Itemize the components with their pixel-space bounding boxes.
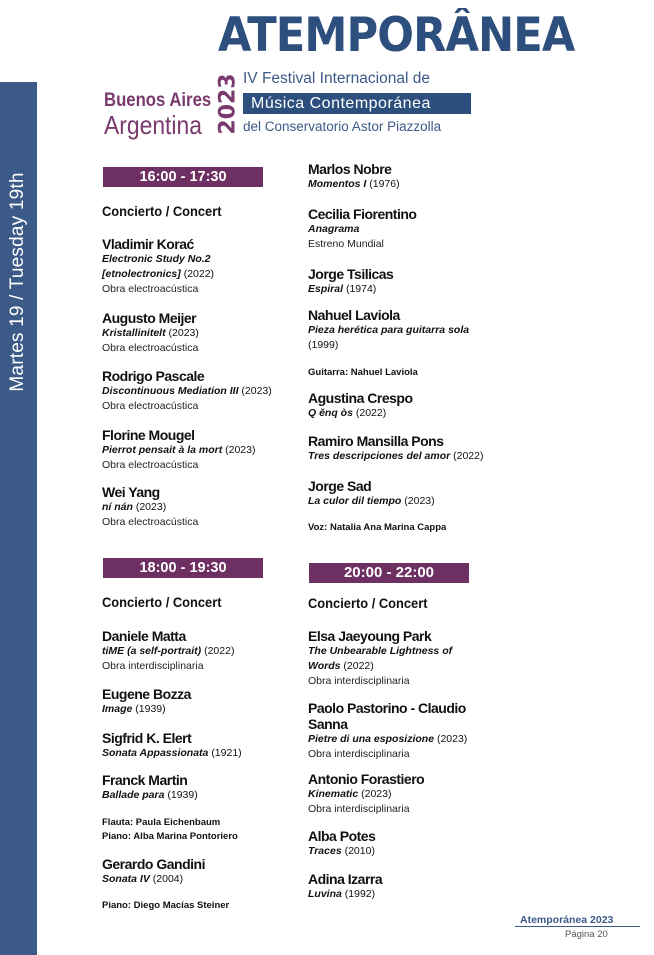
performer-credit: Piano: Diego Macías Steiner bbox=[102, 900, 230, 911]
work-year: (1999) bbox=[308, 339, 339, 351]
work-year: (1939) bbox=[135, 703, 166, 715]
work-title: Discontinuous Mediation III bbox=[102, 385, 239, 397]
session-time-bar: 16:00 - 17:30 bbox=[103, 167, 263, 187]
festival-line-2: Música Contemporánea bbox=[243, 93, 471, 114]
festival-line-3: del Conservatorio Astor Piazzolla bbox=[243, 119, 442, 134]
work-note: Obra electroacústica bbox=[102, 516, 199, 528]
work-title: Pieza herética para guitarra sola bbox=[308, 324, 470, 336]
page-number: Página 20 bbox=[565, 929, 608, 940]
work-title: ní nán bbox=[102, 501, 133, 513]
work-year: (1976) bbox=[369, 178, 400, 190]
work-year: (2023) bbox=[436, 733, 468, 745]
program-entry bbox=[308, 700, 468, 761]
work-year: (2023) bbox=[225, 444, 256, 456]
program-entry bbox=[102, 730, 302, 761]
work-title: Ballade para bbox=[102, 789, 165, 801]
composer-name: Jorge Sad bbox=[308, 478, 372, 494]
work-title: Tres descripciones del amor bbox=[308, 450, 451, 462]
work-title: Q ěnq òs bbox=[308, 407, 353, 419]
program-entry bbox=[308, 871, 508, 902]
work-note: Obra electroacústica bbox=[102, 283, 199, 295]
composer-name: Sigfrid K. Elert bbox=[102, 730, 192, 746]
work-title: Luvina bbox=[308, 888, 342, 900]
footer-divider bbox=[515, 926, 640, 927]
work-year: (2023) bbox=[135, 501, 167, 513]
country-label: Argentina bbox=[104, 110, 202, 140]
performer-credit: Flauta: Paula Eichenbaum bbox=[102, 817, 221, 828]
composer-name: Jorge Tsilicas bbox=[308, 266, 394, 282]
work-year: (2022) bbox=[183, 268, 215, 280]
program-entry bbox=[102, 236, 302, 296]
work-year: (2023) bbox=[241, 385, 272, 397]
composer-name: Ramiro Mansilla Pons bbox=[308, 433, 444, 449]
work-title: Image bbox=[102, 703, 133, 715]
work-title: Anagrama bbox=[308, 223, 360, 235]
festival-logo: ATEMPORÂNEA bbox=[218, 8, 575, 63]
work-note: Obra electroacústica bbox=[102, 459, 199, 471]
work-title: Pierrot pensait à la mort bbox=[102, 444, 223, 456]
work-year: (2022) bbox=[204, 645, 235, 657]
work-title: Momentos I bbox=[308, 178, 367, 190]
performer-credit: Voz: Natalia Ana Marina Cappa bbox=[308, 522, 447, 533]
city-label: Buenos Aires bbox=[104, 90, 212, 111]
work-note: Obra electroacústica bbox=[102, 400, 199, 412]
program-entry bbox=[102, 856, 302, 887]
program-entry bbox=[102, 368, 272, 413]
concert-heading: Concierto / Concert bbox=[102, 594, 222, 610]
composer-name: Elsa Jaeyoung Park bbox=[308, 628, 432, 644]
composer-name: Vladimir Korać bbox=[102, 236, 194, 252]
session-time-bar: 18:00 - 19:30 bbox=[103, 558, 263, 578]
work-year: (1974) bbox=[345, 283, 377, 295]
work-title: Electronic Study No.2 [etnolectronics] bbox=[102, 253, 211, 280]
composer-name: Agustina Crespo bbox=[308, 390, 413, 406]
work-title: Sonata Appassionata bbox=[102, 747, 209, 759]
program-entry bbox=[308, 433, 488, 464]
work-year: (1921) bbox=[211, 747, 242, 759]
composer-name: Florine Mougel bbox=[102, 427, 195, 443]
performer-credit: Piano: Alba Marina Pontoriero bbox=[102, 831, 238, 842]
date-label: Martes 19 / Tuesday 19th bbox=[7, 172, 28, 392]
program-entry bbox=[308, 206, 508, 251]
year-label bbox=[217, 70, 239, 138]
composer-name: Gerardo Gandini bbox=[102, 856, 205, 872]
program-entry bbox=[308, 307, 478, 353]
composer-name: Alba Potes bbox=[308, 828, 376, 844]
work-year: (2023) bbox=[361, 788, 392, 800]
composer-name: Cecilia Fiorentino bbox=[308, 206, 417, 222]
program-entry bbox=[308, 390, 508, 421]
work-note: Obra interdisciplinaria bbox=[102, 660, 204, 672]
year-text: 2023 bbox=[215, 73, 241, 135]
composer-name: Daniele Matta bbox=[102, 628, 186, 644]
composer-name: Adina Izarra bbox=[308, 871, 383, 887]
footer-title: Atemporánea 2023 bbox=[520, 914, 614, 926]
program-entry bbox=[102, 427, 302, 472]
work-note: Obra interdisciplinaria bbox=[308, 803, 410, 815]
performer-credit: Guitarra: Nahuel Laviola bbox=[308, 367, 418, 378]
work-title: Pietre di una esposizione bbox=[308, 733, 435, 745]
composer-name: Marlos Nobre bbox=[308, 161, 392, 177]
composer-name: Paolo Pastorino - Claudio Sanna bbox=[308, 700, 466, 732]
composer-name: Augusto Meijer bbox=[102, 310, 197, 326]
work-title: Espiral bbox=[308, 283, 344, 295]
composer-name: Wei Yang bbox=[102, 484, 160, 500]
work-year: (2010) bbox=[344, 845, 375, 857]
work-title: La culor dil tiempo bbox=[308, 495, 402, 507]
program-entry bbox=[102, 772, 302, 803]
work-title: tiME (a self-portrait) bbox=[102, 645, 202, 657]
sidebar bbox=[0, 82, 37, 955]
composer-name: Franck Martin bbox=[102, 772, 188, 788]
work-year: (2023) bbox=[168, 327, 199, 339]
work-year: (2022) bbox=[453, 450, 484, 462]
work-title: Kinematic bbox=[308, 788, 359, 800]
work-note: Obra interdisciplinaria bbox=[308, 748, 410, 760]
program-entry bbox=[308, 771, 508, 816]
work-year: (2004) bbox=[152, 873, 184, 885]
work-year: (1992) bbox=[344, 888, 376, 900]
program-entry bbox=[102, 484, 302, 529]
program-entry bbox=[308, 478, 508, 509]
work-year: (2022) bbox=[355, 407, 387, 419]
work-title: The Unbearable Lightness of Words bbox=[308, 645, 453, 672]
composer-name: Eugene Bozza bbox=[102, 686, 191, 702]
work-year: (2022) bbox=[343, 660, 374, 672]
work-note: Estreno Mundial bbox=[308, 238, 384, 250]
work-note: Obra electroacústica bbox=[102, 342, 199, 354]
festival-line-1: IV Festival Internacional de bbox=[243, 70, 430, 87]
work-title: Sonata IV bbox=[102, 873, 150, 885]
work-year: (1939) bbox=[167, 789, 198, 801]
work-title: Traces bbox=[308, 845, 342, 857]
work-title: Kristallinitelt bbox=[102, 327, 166, 339]
program-entry bbox=[308, 161, 508, 192]
concert-heading: Concierto / Concert bbox=[308, 595, 428, 611]
composer-name: Antonio Forastiero bbox=[308, 771, 425, 787]
composer-name: Rodrigo Pascale bbox=[102, 368, 205, 384]
work-year: (2023) bbox=[404, 495, 435, 507]
composer-name: Nahuel Laviola bbox=[308, 307, 400, 323]
work-note: Obra interdisciplinaria bbox=[308, 675, 410, 687]
session-time-bar: 20:00 - 22:00 bbox=[309, 563, 469, 583]
program-entry bbox=[102, 310, 302, 355]
program-entry bbox=[308, 628, 458, 688]
program-entry bbox=[308, 266, 508, 297]
program-entry bbox=[102, 628, 302, 673]
program-entry bbox=[102, 686, 302, 717]
concert-heading: Concierto / Concert bbox=[102, 203, 222, 219]
program-entry bbox=[308, 828, 508, 859]
